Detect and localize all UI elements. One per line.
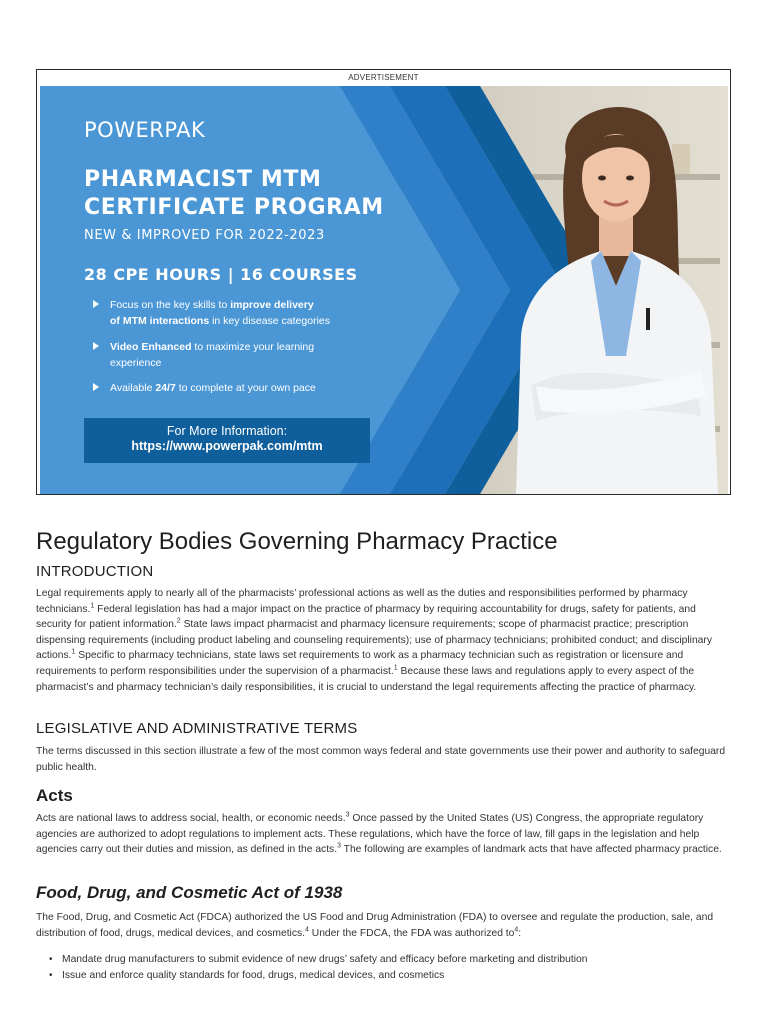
ad-bullet-text: to complete at your own pace	[175, 382, 316, 394]
legislative-terms-heading: LEGISLATIVE AND ADMINISTRATIVE TERMS	[36, 720, 358, 737]
acts-heading: Acts	[36, 786, 73, 805]
ad-bullet-availability	[96, 380, 386, 396]
page-title: Regulatory Bodies Governing Pharmacy Practice	[36, 528, 558, 555]
fdca-paragraph	[36, 910, 732, 941]
powerpak-logo	[84, 118, 205, 142]
para-text: State laws impact pharmacist and pharmacy licensure requirements; scope of pharmacist practice; prescription dispensing requirements (including product labeling and counseling requirements); use of pharmacy technicians; prohibited conduct; and disciplinary actions.	[36, 619, 712, 662]
pharmacist-photo	[496, 86, 728, 494]
citation-link[interactable]: 2	[176, 617, 181, 625]
advertisement[interactable]	[36, 69, 731, 495]
list-item: • Mandate drug manufacturers to submit evidence of new drugs’ safety and efficacy before marketing and distribution	[36, 952, 732, 968]
list-item: • Issue and enforce quality standards for food, drugs, medical devices, and cosmetics	[36, 968, 732, 984]
introduction-heading: INTRODUCTION	[36, 563, 154, 580]
para-text: :	[518, 927, 522, 939]
ad-more-info-button[interactable]	[84, 418, 370, 463]
para-text: Federal legislation has had a major impact on the practice of pharmacy by requiring accountability for drugs, safety for patients, and security for patient information.	[36, 603, 696, 631]
para-text: Specific to pharmacy technicians, state laws set requirements to work as a pharmacy technician such as registration or licensure and requirements to perform responsibilities under the supervision of a pharmacist.	[36, 650, 684, 677]
logo-text-pak: PAK	[164, 118, 206, 142]
ad-cta-label: For More Information:	[166, 424, 288, 438]
para-text: Because these laws and regulations apply to every aspect of the pharmacist’s and pharmacy technician’s daily responsibilities, it is crucial to understand the legal requirements affecting the practice of pharmacy.	[36, 665, 697, 693]
ad-bullet-bold: Video Enhanced	[110, 341, 192, 353]
para-text: Legal requirements apply to nearly all of the pharmacists’ professional actions as well as the duties and responsibilities performed by pharmacy technicians.	[36, 588, 688, 615]
ad-bullet-text: experience	[110, 357, 162, 369]
citation-link[interactable]: 1	[90, 602, 95, 610]
acts-paragraph	[36, 811, 732, 858]
ad-title	[84, 166, 424, 222]
ad-cta-url-link[interactable]: https://www.powerpak.com/mtm	[131, 439, 323, 453]
citation-link[interactable]: 1	[393, 664, 398, 672]
ad-subtitle: NEW & IMPROVED FOR 2022-2023	[84, 228, 325, 243]
ad-bullet-text: in key disease categories	[209, 315, 330, 327]
citation-link[interactable]: 4	[514, 926, 519, 934]
triangle-bullet-icon	[93, 342, 99, 350]
citation-link[interactable]: 3	[345, 811, 350, 819]
para-text: Once passed by the United States (US) Congress, the appropriate regulatory agencies are authorized to adopt regulations to implement acts. These regulations, which have the force of law, fill gaps in the legislation and help agencies carry out their duties and mission, as defined in the acts.	[36, 813, 704, 856]
fdca-heading: Food, Drug, and Cosmetic Act of 1938	[36, 883, 343, 902]
para-text: Under the FDCA, the FDA was authorized to	[308, 927, 515, 939]
legislative-terms-paragraph: The terms discussed in this section illustrate a few of the most common ways federal and state governments use their power and authority to safeguard public health.	[36, 746, 726, 773]
triangle-bullet-icon	[93, 300, 99, 308]
para-text: The Food, Drug, and Cosmetic Act (FDCA) authorized the US Food and Drug Administration (FDA) to oversee and regulate the production, sale, and distribution of food, drugs, medical devices, and cosmetics.	[36, 912, 714, 939]
para-text: Acts are national laws to address social, health, or economic needs.	[36, 813, 346, 824]
para-text: The following are examples of landmark acts that have affected pharmacy practice.	[340, 844, 722, 856]
ad-cpe-hours: 28 CPE HOURS | 16 COURSES	[84, 265, 358, 284]
triangle-bullet-icon	[93, 383, 99, 391]
advertisement-label: ADVERTISEMENT	[348, 73, 419, 82]
logo-text-power: POWER	[84, 118, 165, 142]
ad-bullet-skills	[96, 297, 386, 329]
ad-banner[interactable]	[40, 86, 728, 494]
citation-link[interactable]: 1	[71, 648, 76, 656]
ad-bullet-bold: of MTM interactions	[110, 315, 210, 327]
citation-link[interactable]: 3	[337, 842, 341, 850]
citation-link[interactable]: 4	[305, 926, 309, 934]
fdca-authority-list	[36, 952, 732, 984]
ad-bullet-bold: improve delivery	[230, 299, 314, 311]
ad-bullet-text: Available	[110, 382, 156, 394]
ad-bullet-text: Focus on the key skills to	[110, 299, 231, 311]
ad-bullet-video	[96, 339, 386, 371]
ad-bullet-bold: 24/7	[155, 382, 176, 394]
ad-title-line2: CERTIFICATE PROGRAM	[84, 195, 384, 220]
introduction-paragraph	[36, 586, 732, 695]
ad-title-line1: PHARMACIST MTM	[84, 167, 322, 192]
ad-bullet-text: to maximize your learning	[191, 341, 315, 353]
